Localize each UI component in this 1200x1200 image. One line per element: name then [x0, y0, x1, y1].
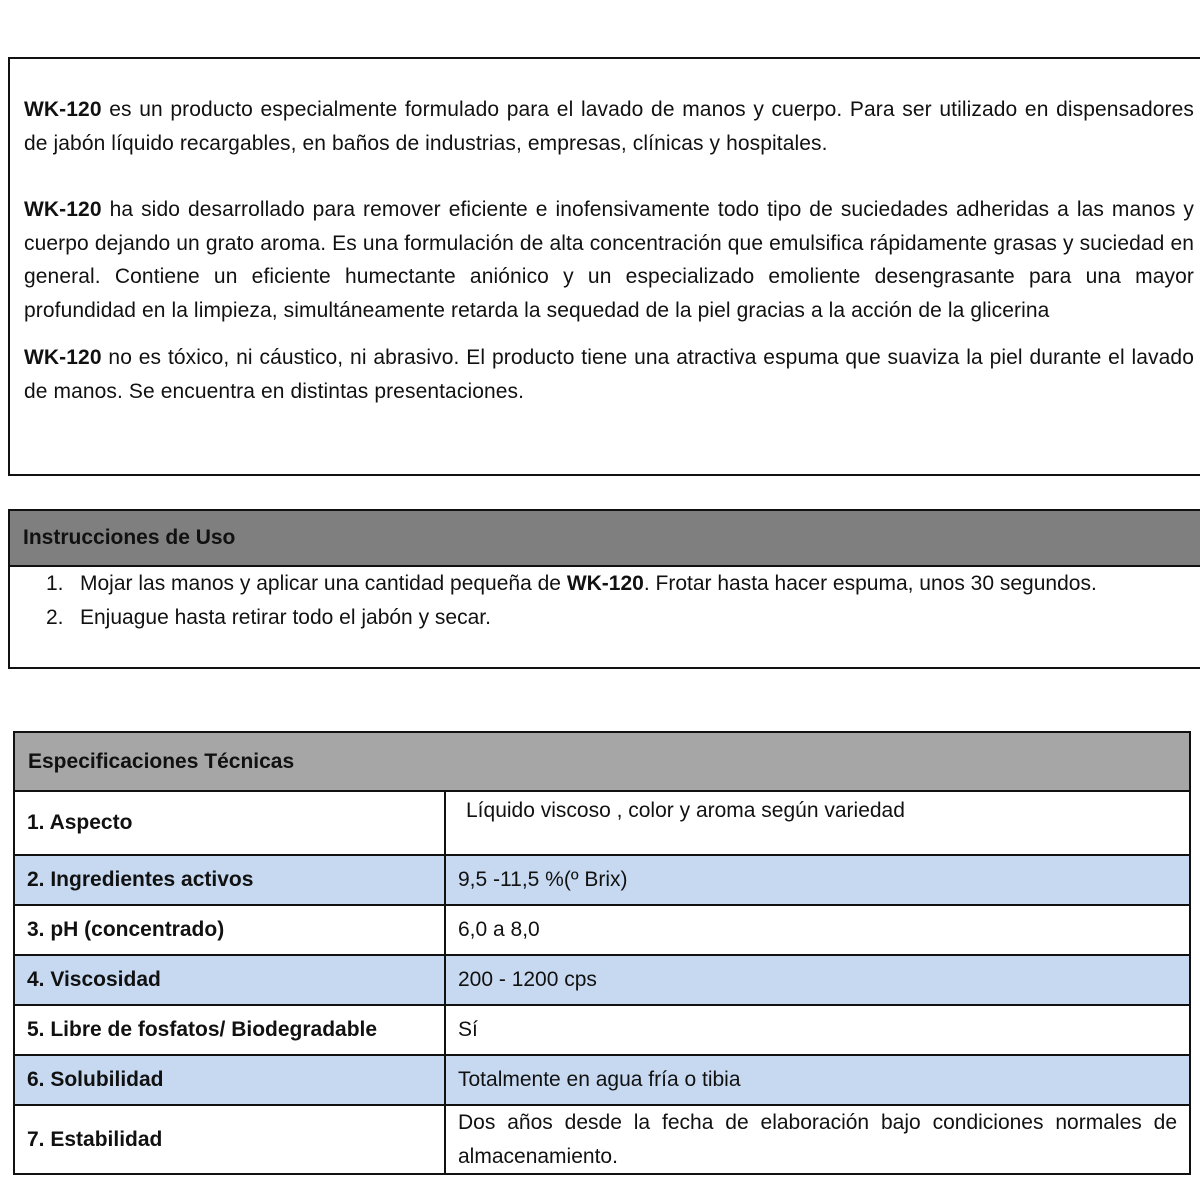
instruction-item	[10, 601, 1200, 635]
specs-header-row	[14, 732, 1190, 791]
instructions-list	[10, 567, 1200, 634]
description-paragraph-1	[24, 93, 1194, 160]
spec-label: 7. Estabilidad	[14, 1105, 445, 1174]
description-paragraph-2	[24, 193, 1194, 327]
spec-label: 3. pH (concentrado)	[14, 905, 445, 955]
spec-value: 6,0 a 8,0	[445, 905, 1190, 955]
product-name: WK-120	[24, 98, 102, 121]
spec-label: 2. Ingredientes activos	[14, 855, 445, 905]
table-row	[14, 791, 1190, 855]
paragraph-text: no es tóxico, ni cáustico, ni abrasivo. El producto tiene una atractiva espuma que suaviza la piel durante el lavado de manos. Se encuentra en distintas presentaciones.	[24, 346, 1194, 403]
spec-value: 200 - 1200 cps	[445, 955, 1190, 1005]
specs-title: Especificaciones Técnicas	[14, 732, 1190, 791]
table-row	[14, 855, 1190, 905]
product-name: WK-120	[24, 346, 102, 369]
description-paragraph-3	[24, 341, 1194, 408]
spec-label: 6. Solubilidad	[14, 1055, 445, 1105]
instruction-text-after: . Frotar hasta hacer espuma, unos 30 segundos.	[643, 572, 1097, 595]
product-name: WK-120	[24, 198, 102, 221]
spec-label: 4. Viscosidad	[14, 955, 445, 1005]
table-row	[14, 1055, 1190, 1105]
technical-specs-table	[13, 731, 1191, 1175]
spec-label: 5. Libre de fosfatos/ Biodegradable	[14, 1005, 445, 1055]
instructions-title: Instrucciones de Uso	[10, 511, 1200, 567]
spec-value: Dos años desde la fecha de elaboración bajo condiciones normales de almacenamiento.	[445, 1105, 1190, 1174]
spec-label: 1. Aspecto	[14, 791, 445, 855]
spec-value: Sí	[445, 1005, 1190, 1055]
spec-value: Líquido viscoso , color y aroma según variedad	[445, 791, 1190, 855]
instruction-text	[80, 567, 1186, 601]
table-row	[14, 1105, 1190, 1174]
spec-value: Totalmente en agua fría o tibia	[445, 1055, 1190, 1105]
product-name: WK-120	[566, 572, 644, 595]
instruction-item	[10, 567, 1200, 601]
instruction-text-before: Mojar las manos y aplicar una cantidad pequeña de	[80, 572, 567, 595]
table-row	[14, 1005, 1190, 1055]
paragraph-text: es un producto especialmente formulado para el lavado de manos y cuerpo. Para ser utilizado en dispensadores de jabón líquido recargables, en baños de industrias, empresas, clínicas y hospitales.	[24, 98, 1194, 155]
instruction-text: Enjuague hasta retirar todo el jabón y secar.	[80, 605, 491, 629]
spec-value: 9,5 -11,5 %(º Brix)	[445, 855, 1190, 905]
instruction-number: 2.	[46, 605, 64, 629]
product-description-box	[8, 57, 1200, 476]
instructions-section	[8, 509, 1200, 669]
table-row	[14, 955, 1190, 1005]
table-row	[14, 905, 1190, 955]
paragraph-text: ha sido desarrollado para remover eficiente e inofensivamente todo tipo de suciedades adheridas a las manos y cuerpo dejando un grato aroma. Es una formulación de alta concentración que emulsifica rápidamente grasas y suciedad en general. Contiene un eficiente humectante aniónico y un especializado emoliente desengrasante para una mayor profundidad en la limpieza, simultáneamente retarda la sequedad de la piel gracias a la acción de la glicerina	[24, 198, 1194, 322]
instruction-number: 1.	[46, 572, 64, 595]
